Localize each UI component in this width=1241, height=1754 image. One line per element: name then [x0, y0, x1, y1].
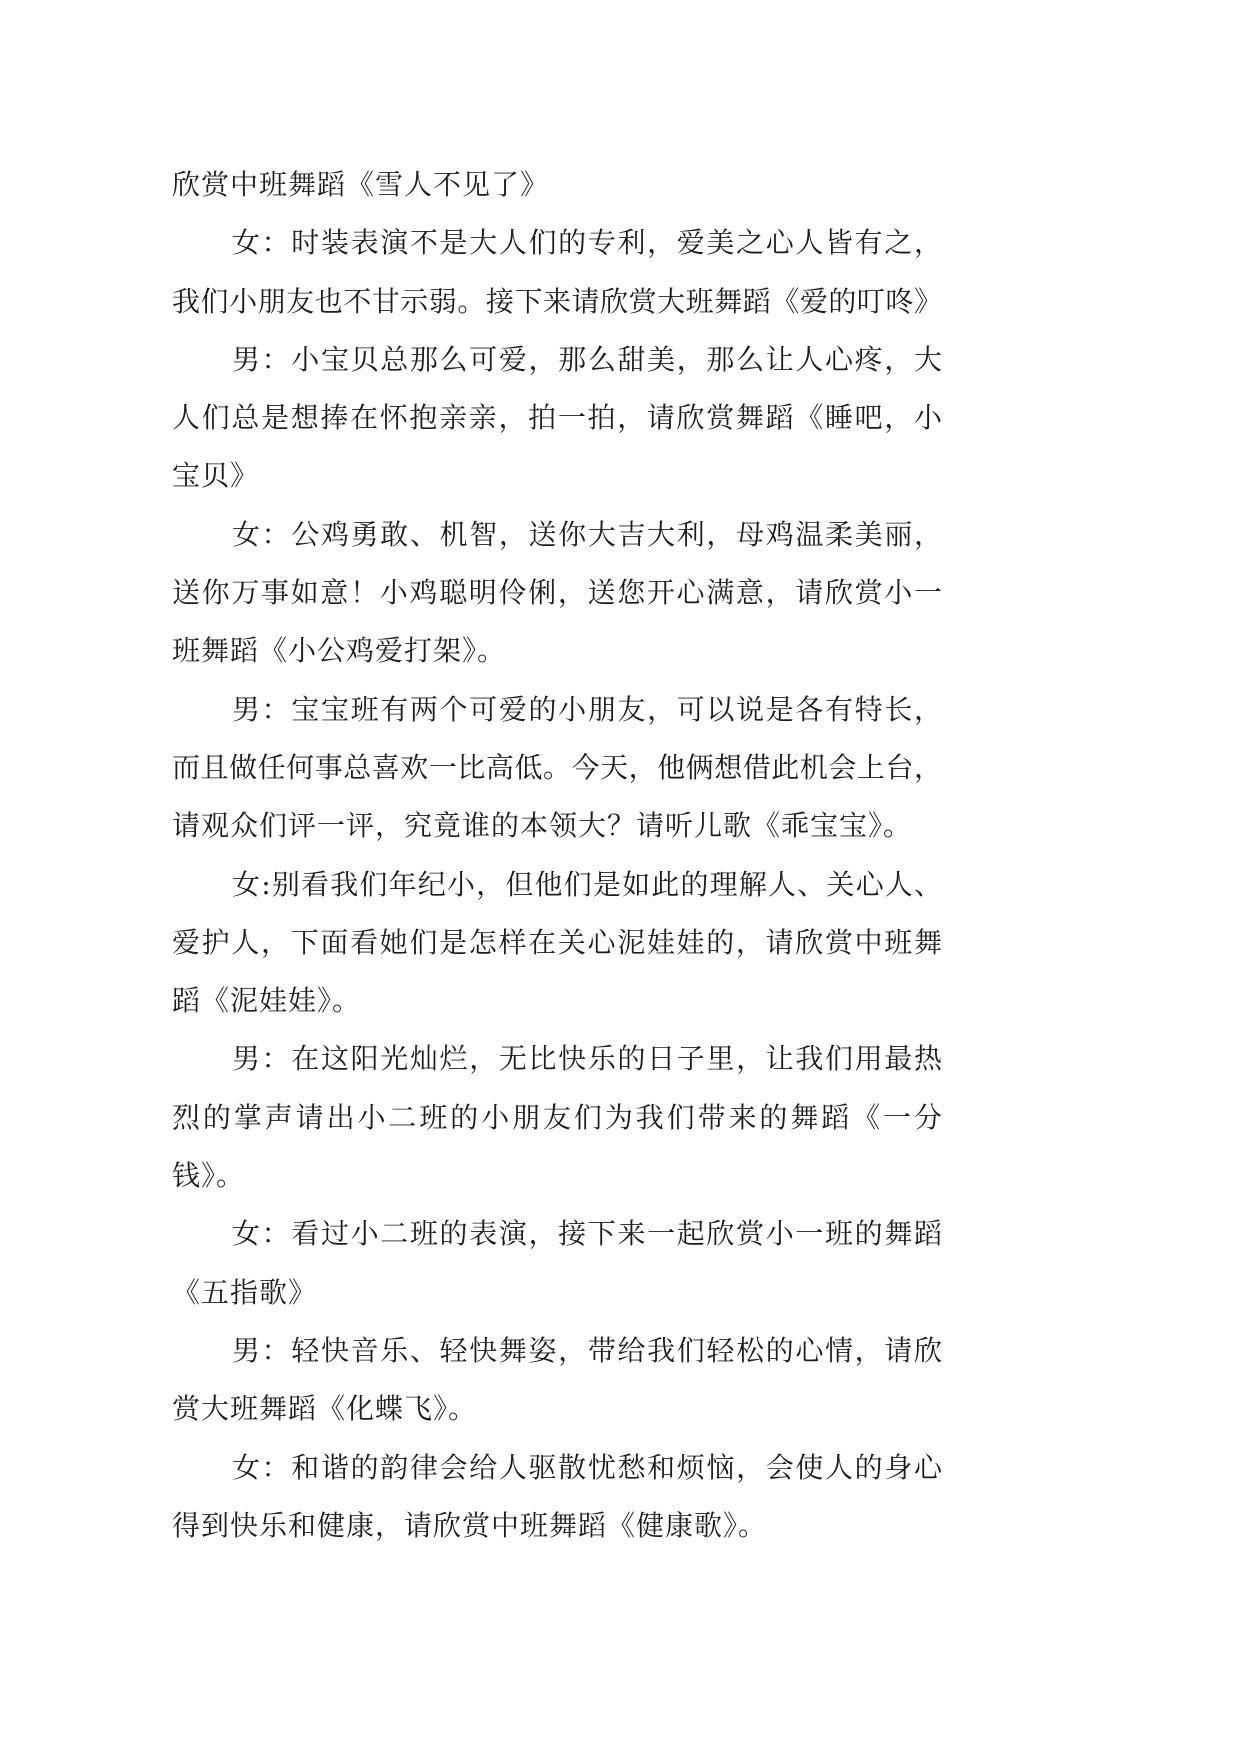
text-line: 男：小宝贝总那么可爱，那么甜美，那么让人心疼，大	[232, 342, 942, 376]
paragraph	[172, 1439, 942, 1556]
text-line: 送你万事如意！小鸡聪明伶俐，送您开心满意，请欣赏小一	[172, 576, 942, 610]
paragraph	[172, 1030, 942, 1205]
text-line: 钱》。	[172, 1159, 246, 1193]
text-line: 男：宝宝班有两个可爱的小朋友，可以说是各有特长，	[232, 692, 942, 726]
text-line: 女:别看我们年纪小，但他们是如此的理解人、关心人、	[232, 867, 942, 901]
paragraph	[172, 681, 942, 856]
text-line: 烈的掌声请出小二班的小朋友们为我们带来的舞蹈《一分	[172, 1100, 942, 1134]
text-line: 女：公鸡勇敢、机智，送你大吉大利，母鸡温柔美丽，	[232, 517, 942, 551]
text-line: 男：在这阳光灿烂，无比快乐的日子里，让我们用最热	[232, 1042, 942, 1076]
text-line: 人们总是想捧在怀抱亲亲，拍一拍，请欣赏舞蹈《睡吧，小	[172, 401, 942, 435]
text-line: 女：和谐的韵律会给人驱散忧愁和烦恼，会使人的身心	[232, 1450, 942, 1484]
text-line: 欣赏中班舞蹈《雪人不见了》	[172, 168, 550, 201]
text-line: 男：轻快音乐、轻快舞姿，带给我们轻松的心情，请欣	[232, 1333, 942, 1367]
text-line: 得到快乐和健康，请欣赏中班舞蹈《健康歌》。	[172, 1508, 768, 1542]
text-line: 爱护人，下面看她们是怎样在关心泥娃娃的，请欣赏中班舞	[172, 925, 942, 959]
paragraph	[172, 331, 942, 506]
text-line: 而且做任何事总喜欢一比高低。今天，他俩想借此机会上台，	[172, 750, 942, 784]
paragraph	[172, 1205, 942, 1322]
text-line: 《五指歌》	[172, 1275, 318, 1309]
text-line: 我们小朋友也不甘示弱。接下来请欣赏大班舞蹈《爱的叮咚》	[172, 284, 942, 318]
text-line: 宝贝》	[172, 459, 260, 493]
paragraph	[172, 856, 942, 1031]
text-line: 蹈《泥娃娃》。	[172, 984, 362, 1018]
text-line: 班舞蹈《小公鸡爱打架》。	[172, 634, 507, 668]
paragraph	[172, 506, 942, 681]
document-body	[172, 156, 942, 1555]
paragraph	[172, 214, 942, 331]
text-line: 女：时装表演不是大人们的专利，爱美之心人皆有之，	[232, 226, 942, 260]
text-line: 请观众们评一评，究竟谁的本领大？请听儿歌《乖宝宝》。	[172, 809, 913, 843]
text-line: 女：看过小二班的表演，接下来一起欣赏小一班的舞蹈	[232, 1217, 942, 1251]
paragraph	[172, 156, 942, 214]
text-line: 赏大班舞蹈《化蝶飞》。	[172, 1392, 478, 1426]
paragraph	[172, 1322, 942, 1439]
